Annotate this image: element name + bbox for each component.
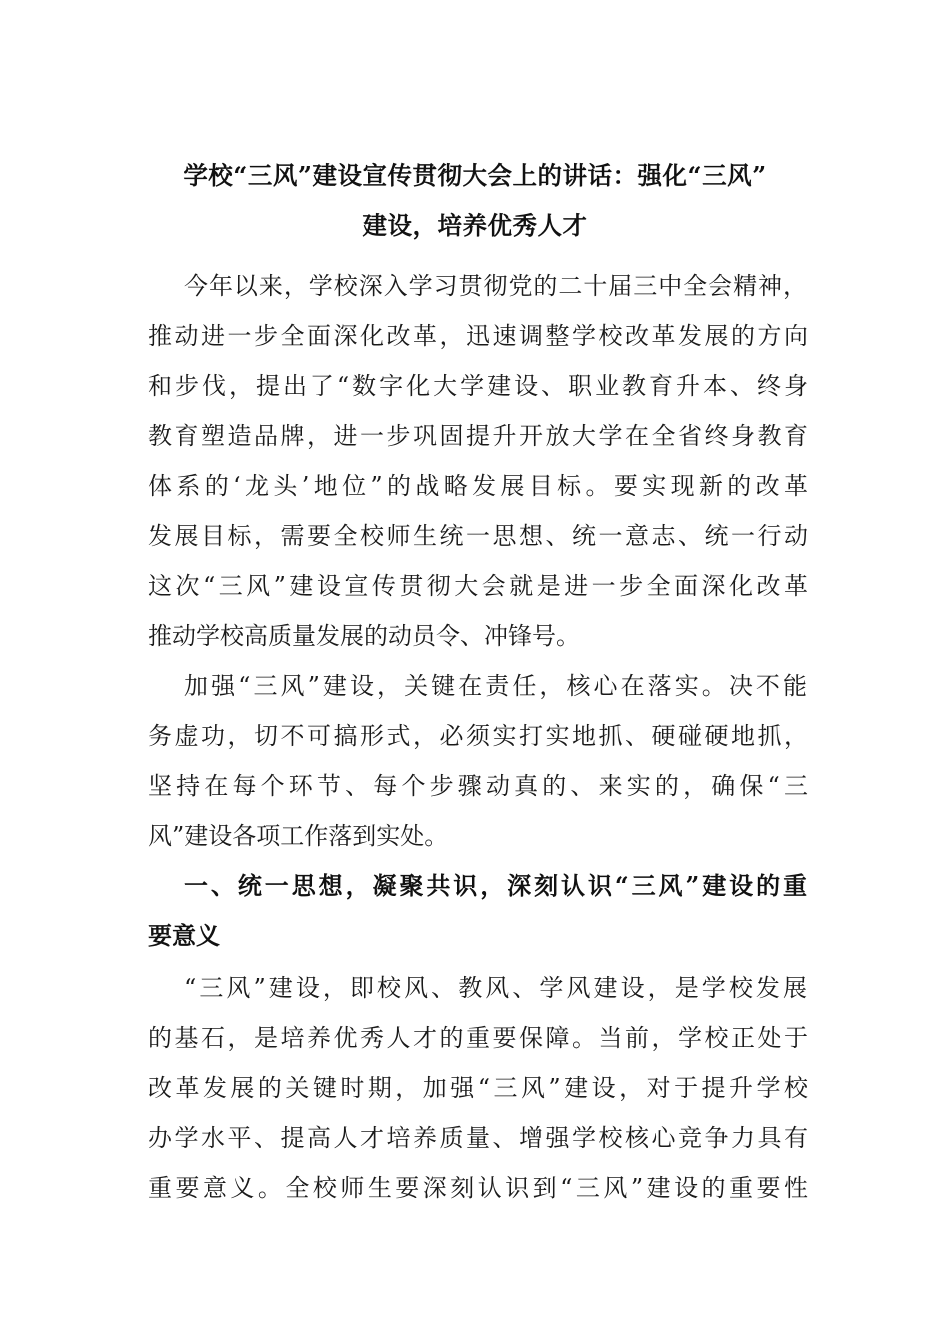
paragraph-line: 重要意义。全校师生要深刻认识到“三风”建设的重要性 <box>148 1174 808 1202</box>
paragraph-line: 这次“三风”建设宣传贯彻大会就是进一步全面深化改革 <box>148 572 808 600</box>
paragraph-line: 的基石，是培养优秀人才的重要保障。当前，学校正处于 <box>148 1024 808 1052</box>
section-heading: 一、统一思想，凝聚共识，深刻认识“三风”建设的重 <box>184 871 807 900</box>
section-heading: 要意义 <box>148 921 220 950</box>
paragraph-line: 体系的‘龙头’地位”的战略发展目标。要实现新的改革 <box>148 472 808 500</box>
paragraph-line: 务虚功，切不可搞形式，必须实打实地抓、硬碰硬地抓， <box>148 722 808 750</box>
paragraph-line: 教育塑造品牌，进一步巩固提升开放大学在全省终身教育 <box>148 422 808 450</box>
paragraph-line: 推动进一步全面深化改革，迅速调整学校改革发展的方向 <box>148 322 808 350</box>
title-line-2: 建设，培养优秀人才 <box>362 211 588 240</box>
paragraph-line: 加强“三风”建设，关键在责任，核心在落实。决不能 <box>184 672 807 700</box>
paragraph-line: “三风”建设，即校风、教风、学风建设，是学校发展 <box>184 974 807 1002</box>
paragraph-line: 办学水平、提高人才培养质量、增强学校核心竞争力具有 <box>148 1124 808 1152</box>
paragraph-line: 改革发展的关键时期，加强“三风”建设，对于提升学校 <box>148 1074 808 1102</box>
paragraph-line: 和步伐，提出了“数字化大学建设、职业教育升本、终身 <box>148 372 808 400</box>
paragraph-line: 风”建设各项工作落到实处。 <box>148 822 449 850</box>
paragraph-line: 坚持在每个环节、每个步骤动真的、来实的，确保“三 <box>148 772 808 800</box>
paragraph-line: 推动学校高质量发展的动员令、冲锋号。 <box>148 622 580 650</box>
document-title <box>145 151 805 251</box>
paragraph-line: 发展目标，需要全校师生统一思想、统一意志、统一行动 <box>148 522 808 550</box>
title-line-1: 学校“三风”建设宣传贯彻大会上的讲话：强化“三风” <box>183 161 767 190</box>
paragraph-line: 今年以来，学校深入学习贯彻党的二十届三中全会精神， <box>184 272 807 300</box>
